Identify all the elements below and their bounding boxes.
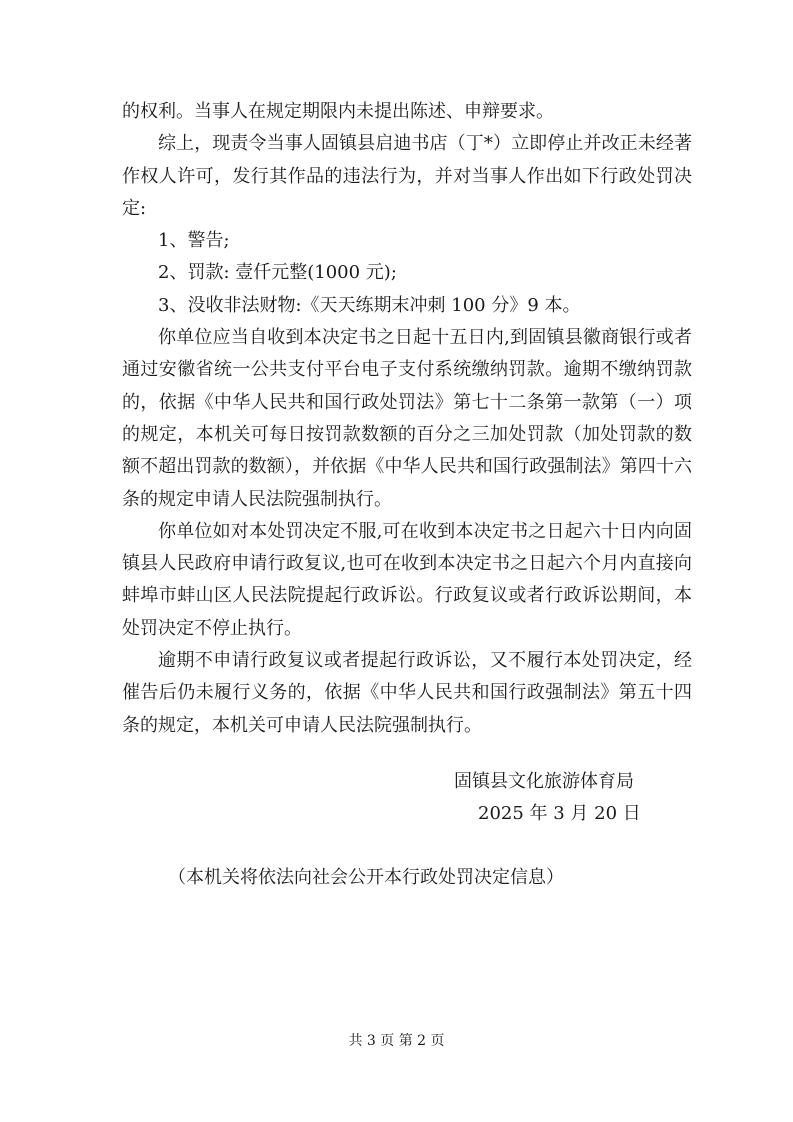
paragraph-enforcement: 逾期不申请行政复议或者提起行政诉讼，又不履行本处罚决定，经催告后仍未履行义务的，依据《中华人民共和国行政强制法》第五十四条的规定，本机关可申请人民法院强制执行。 xyxy=(122,650,692,736)
issue-date: 2025 年 3 月 20 日 xyxy=(478,803,641,824)
paragraph-rights-continuation: 的权利。当事人在规定期限内未提出陈述、申辩要求。 xyxy=(122,101,554,122)
penalty-item-confiscation: 3、没收非法财物:《天天练期末冲刺 100 分》9 本。 xyxy=(158,294,581,316)
public-disclosure-notice: （本机关将依法向社会公开本行政处罚决定信息） xyxy=(168,867,564,888)
paragraph-appeal-rights: 你单位如对本处罚决定不服,可在收到本决定书之日起六十日内向固镇县人民政府申请行政复议,也可在收到本决定书之日起六个月内直接向蚌埠市蚌山区人民法院提起行政诉讼。行政复议或者行政诉讼期间，本处罚决定不停止执行。 xyxy=(122,520,692,639)
issuing-organization: 固镇县文化旅游体育局 xyxy=(454,771,634,792)
paragraph-payment-instructions: 你单位应当自收到本决定书之日起十五日内,到固镇县徽商银行或者通过安徽省统一公共支付平台电子支付系统缴纳罚款。逾期不缴纳罚款的，依据《中华人民共和国行政处罚法》第七十二条第一款第（一）项的规定，本机关可每日按罚款数额的百分之三加处罚款（加处罚款的数额不超出罚款的数额），并依据《中华人民共和国行政强制法》第四十六条的规定申请人民法院强制执行。 xyxy=(122,327,692,510)
document-body xyxy=(122,96,692,742)
penalty-item-warning: 1、警告; xyxy=(158,230,230,252)
page-footer xyxy=(0,1031,793,1051)
penalty-item-fine: 2、罚款: 壹仟元整(1000 元); xyxy=(158,262,397,284)
paragraph-order-summary: 综上，现责令当事人固镇县启迪书店（丁*）立即停止并改正未经著作权人许可，发行其作品的违法行为，并对当事人作出如下行政处罚决定: xyxy=(122,133,692,219)
page-number: 共 3 页 第 2 页 xyxy=(348,1033,445,1049)
